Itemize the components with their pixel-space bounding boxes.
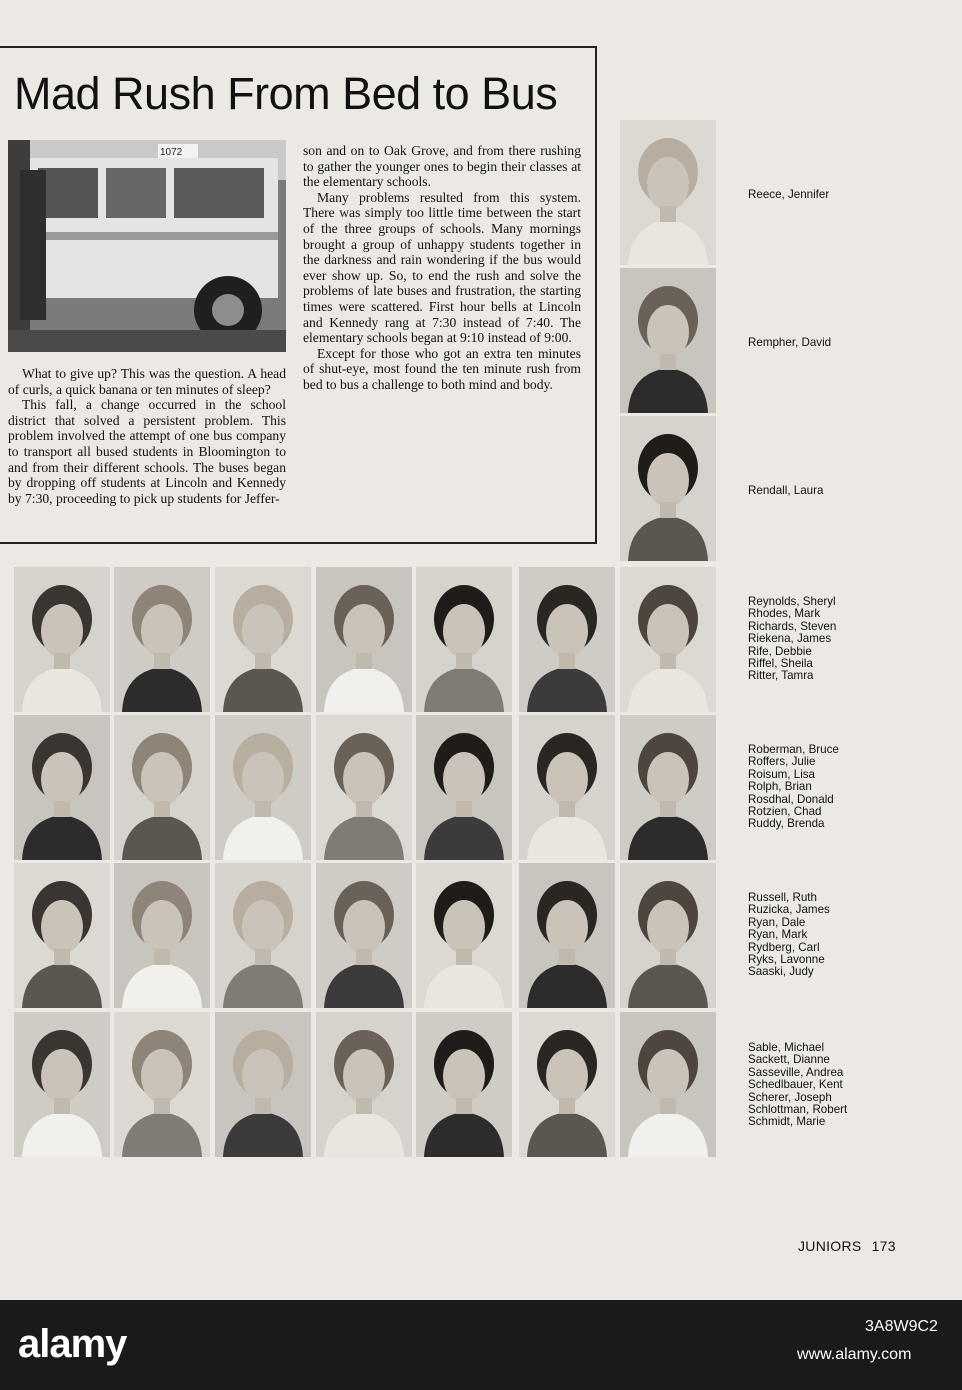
school-bus-photo bbox=[8, 140, 286, 352]
student-name: Rhodes, Mark bbox=[748, 607, 821, 621]
student-name: Ruzicka, James bbox=[748, 903, 830, 917]
student-name: Rolph, Brian bbox=[748, 780, 812, 794]
watermark-url: www.alamy.com bbox=[797, 1346, 912, 1363]
student-portrait bbox=[114, 715, 210, 860]
student-name: Sackett, Dianne bbox=[748, 1053, 830, 1067]
student-name: Ryks, Lavonne bbox=[748, 953, 825, 967]
student-name: Schlottman, Robert bbox=[748, 1103, 848, 1117]
student-name: Ruddy, Brenda bbox=[748, 817, 825, 831]
student-portrait bbox=[620, 863, 716, 1008]
student-name: Sasseville, Andrea bbox=[748, 1065, 844, 1079]
student-name: Russell, Ruth bbox=[748, 891, 817, 904]
article-box bbox=[0, 46, 597, 544]
student-portrait bbox=[14, 863, 110, 1008]
paragraph: This fall, a change occurred in the school district that solved a persistent problem. This problem involved the attempt of one bus company to transport all bused students in Bloomington to and from their different schools. The buses began by dropping off students at Lincoln and Kennedy by 7:30, proceeding to pick up students for Jeffer- bbox=[8, 397, 286, 506]
student-portrait bbox=[519, 567, 615, 712]
student-portrait bbox=[316, 1012, 412, 1157]
student-name: Rosdhal, Donald bbox=[748, 792, 834, 806]
student-name: Scherer, Joseph bbox=[748, 1090, 832, 1104]
student-name: Rempher, David bbox=[748, 336, 832, 349]
student-name: Richards, Steven bbox=[748, 619, 837, 633]
student-portrait bbox=[215, 1012, 311, 1157]
alamy-logo: alamy bbox=[18, 1322, 127, 1366]
student-name: Schmidt, Marie bbox=[748, 1115, 826, 1129]
student-portrait bbox=[519, 863, 615, 1008]
student-name: Ryan, Mark bbox=[748, 928, 808, 942]
page-number: 173 bbox=[871, 1238, 896, 1254]
row-names-2 bbox=[748, 744, 839, 831]
student-name: Reynolds, Sheryl bbox=[748, 595, 836, 608]
student-name: Roberman, Bruce bbox=[748, 743, 839, 756]
bus-number: 1072 bbox=[160, 147, 183, 158]
student-name: Roisum, Lisa bbox=[748, 767, 816, 781]
student-portrait bbox=[114, 863, 210, 1008]
student-portrait bbox=[14, 715, 110, 860]
student-portrait bbox=[114, 567, 210, 712]
row-names-3 bbox=[748, 892, 830, 979]
paragraph: son and on to Oak Grove, and from there rushing to gather the younger ones to begin their classes at the elementary schools. bbox=[303, 143, 581, 190]
student-portrait bbox=[316, 567, 412, 712]
page-footer bbox=[798, 1238, 896, 1254]
paragraph: Many problems resulted from this system. There was simply too little time between the start of the three groups of schools. Many mornings brought a group of unhappy students together in the darkness and rain wondering if the bus would ever show up. So, to end the rush and solve the problems of late buses and frustration, the starting times were scattered. First hour bells at Lincoln and Kennedy rang at 7:30 instead of 7:40. The elementary schools began at 9:10 instead of 9:00. bbox=[303, 189, 581, 346]
section-label: JUNIORS bbox=[798, 1238, 862, 1254]
student-name: Reece, Jennifer bbox=[748, 188, 830, 201]
student-name: Rife, Debbie bbox=[748, 644, 812, 658]
article-column-1 bbox=[8, 366, 286, 506]
student-name: Ritter, Tamra bbox=[748, 669, 814, 683]
student-name: Ryan, Dale bbox=[748, 915, 806, 929]
student-portrait bbox=[215, 863, 311, 1008]
student-portrait bbox=[519, 715, 615, 860]
student-name: Saaski, Judy bbox=[748, 965, 814, 979]
student-portrait bbox=[316, 863, 412, 1008]
article-column-2 bbox=[303, 143, 581, 393]
student-portrait bbox=[620, 416, 716, 561]
article-headline: Mad Rush From Bed to Bus bbox=[14, 68, 558, 119]
student-name: Rotzien, Chad bbox=[748, 805, 822, 819]
student-portrait bbox=[620, 715, 716, 860]
student-portrait bbox=[14, 567, 110, 712]
student-portrait bbox=[14, 1012, 110, 1157]
student-name: Riffel, Sheila bbox=[748, 657, 813, 671]
student-name: Sable, Michael bbox=[748, 1041, 825, 1054]
student-portrait bbox=[620, 120, 716, 265]
student-name: Rydberg, Carl bbox=[748, 940, 820, 954]
student-portrait bbox=[215, 567, 311, 712]
student-portrait bbox=[416, 1012, 512, 1157]
student-portrait bbox=[620, 1012, 716, 1157]
watermark-bar bbox=[0, 1300, 962, 1390]
student-portrait bbox=[620, 567, 716, 712]
student-name: Rendall, Laura bbox=[748, 484, 824, 497]
student-portrait bbox=[114, 1012, 210, 1157]
student-portrait bbox=[416, 863, 512, 1008]
row-names-4 bbox=[748, 1042, 847, 1129]
student-name: Roffers, Julie bbox=[748, 755, 816, 769]
paragraph: Except for those who got an extra ten minutes of shut-eye, most found the ten minute rush from bed to bus a challenge to both mind and body. bbox=[303, 345, 581, 392]
student-portrait bbox=[620, 268, 716, 413]
student-portrait bbox=[416, 715, 512, 860]
student-name: Riekena, James bbox=[748, 632, 832, 646]
paragraph: What to give up? This was the question. A head of curls, a quick banana or ten minutes of sleep? bbox=[8, 366, 286, 397]
student-portrait bbox=[416, 567, 512, 712]
row-names-1 bbox=[748, 596, 836, 683]
student-portrait bbox=[316, 715, 412, 860]
image-id: 3A8W9C2 bbox=[865, 1318, 938, 1335]
student-portrait bbox=[215, 715, 311, 860]
student-name: Schedlbauer, Kent bbox=[748, 1078, 843, 1092]
student-portrait bbox=[519, 1012, 615, 1157]
